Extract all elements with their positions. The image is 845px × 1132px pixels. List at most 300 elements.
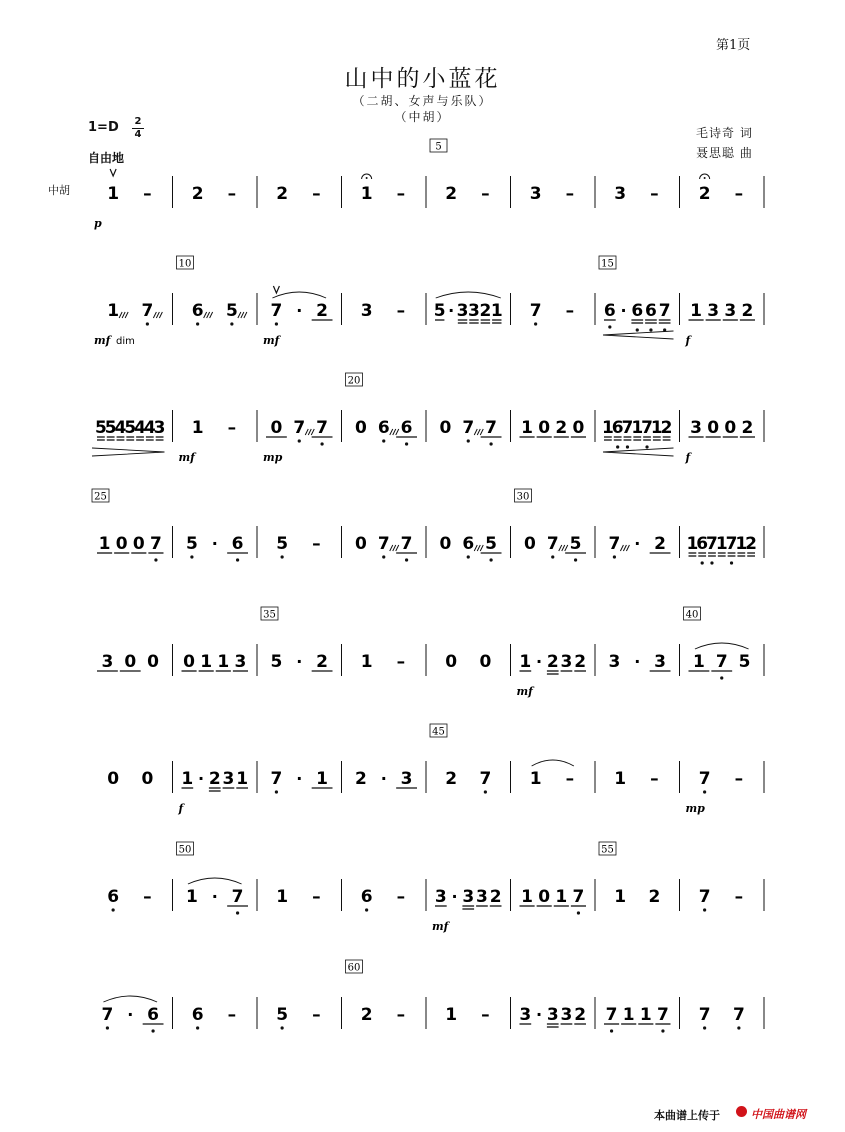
dash-extension: –	[650, 769, 659, 789]
note: 2	[360, 1005, 373, 1025]
note: 1	[690, 301, 702, 321]
octave-dot-below	[467, 555, 470, 558]
fermata-dot	[366, 177, 368, 179]
note: 6	[462, 534, 475, 554]
octave-dot-below	[320, 442, 323, 445]
augmentation-dot: ·	[296, 769, 303, 788]
octave-dot-below	[405, 558, 408, 561]
tremolo-mark	[210, 312, 213, 318]
augmentation-dot: ·	[448, 301, 455, 320]
note: 2	[741, 418, 754, 438]
note: 2	[445, 184, 458, 204]
octave-dot-below	[703, 1026, 706, 1029]
note: 0	[572, 418, 585, 438]
octave-dot-below	[720, 676, 723, 679]
octave-dot-below	[636, 328, 639, 331]
note: 3	[153, 418, 166, 438]
note: 7	[546, 534, 559, 554]
note: 7	[725, 534, 738, 554]
note: 1	[601, 418, 614, 438]
augmentation-dot: ·	[620, 301, 627, 320]
note: 0	[707, 418, 720, 438]
note: 1	[236, 769, 249, 789]
dash-extension: –	[396, 652, 406, 672]
note: 7	[101, 1005, 114, 1025]
dash-extension: –	[396, 1005, 406, 1025]
note: 0	[270, 418, 283, 438]
tremolo-mark	[562, 545, 565, 551]
octave-dot-below	[196, 1026, 199, 1029]
note: 2	[648, 887, 661, 907]
note: 7	[400, 534, 413, 554]
note: 1	[735, 534, 748, 554]
note: 3	[434, 887, 447, 907]
note: 2	[316, 301, 329, 321]
note: 0	[479, 652, 492, 672]
note: 3	[546, 1005, 559, 1025]
octave-dot-below	[236, 558, 239, 561]
measure-number: 35	[263, 609, 276, 621]
octave-dot-below	[281, 1026, 284, 1029]
octave-dot-below	[365, 908, 368, 911]
dynamic-marking: mp	[263, 451, 283, 464]
note: 0	[523, 534, 536, 554]
note: 7	[698, 1005, 711, 1025]
note: 1	[185, 887, 198, 907]
octave-dot-below	[281, 555, 284, 558]
measure-number: 5	[435, 141, 442, 153]
dynamic-marking: mf	[178, 451, 195, 464]
note: 1	[521, 418, 533, 438]
note: 3	[234, 652, 247, 672]
dynamic-marking: p	[94, 217, 102, 230]
measure-number: 50	[178, 844, 192, 856]
note: 6	[191, 1005, 204, 1025]
slur	[532, 760, 574, 766]
measure-number: 25	[94, 491, 107, 503]
note: 5	[225, 301, 238, 321]
note: 7	[316, 418, 329, 438]
tremolo-mark	[125, 312, 128, 318]
slur	[695, 643, 749, 649]
site-logo-text: 中国曲谱网	[751, 1108, 806, 1121]
time-signature-top: 2	[134, 116, 142, 127]
dash-extension: –	[143, 887, 152, 907]
tremolo-mark	[620, 545, 623, 551]
augmentation-dot: ·	[536, 652, 543, 671]
key-signature: 1=D	[88, 120, 119, 135]
note: 5	[569, 534, 582, 554]
footer-upload-text: 本曲谱上传于	[654, 1109, 720, 1122]
note: 2	[574, 1005, 587, 1025]
note: 7	[462, 418, 475, 438]
dash-extension: –	[396, 887, 406, 907]
note: 0	[354, 418, 367, 438]
octave-dot-below	[574, 558, 577, 561]
dash-extension: –	[565, 301, 575, 321]
part-name: （中胡）	[394, 110, 451, 124]
dynamic-marking: mf	[516, 685, 533, 698]
note: 0	[439, 534, 452, 554]
note: 3	[468, 301, 480, 321]
diminuendo-hairpin	[92, 448, 165, 456]
up-bow-mark	[110, 169, 116, 176]
note: 3	[476, 887, 488, 907]
tremolo-mark	[119, 312, 122, 318]
octave-dot-below	[626, 445, 629, 448]
note: 5	[270, 652, 283, 672]
augmentation-dot: ·	[211, 534, 218, 553]
octave-dot-below	[196, 322, 199, 325]
note: 1	[692, 652, 705, 672]
note: 1	[98, 534, 111, 554]
note: 3	[654, 652, 667, 672]
note: 3	[519, 1005, 532, 1025]
note: 2	[741, 301, 754, 321]
note: 0	[141, 769, 154, 789]
note: 6	[147, 1005, 160, 1025]
augmentation-dot: ·	[296, 652, 303, 671]
note: 7	[293, 418, 306, 438]
tremolo-mark	[241, 312, 244, 318]
dash-extension: –	[396, 301, 406, 321]
octave-dot-below	[613, 555, 616, 558]
tremolo-mark	[153, 312, 156, 318]
note: 3	[360, 301, 373, 321]
note: 0	[538, 418, 551, 438]
note: 5	[104, 418, 117, 438]
augmentation-dot: ·	[536, 1005, 543, 1024]
dash-extension: –	[227, 184, 237, 204]
note: 2	[654, 534, 667, 554]
dash-extension: –	[565, 769, 575, 789]
note: 2	[276, 184, 289, 204]
octave-dot-below	[661, 1029, 664, 1032]
up-bow-mark	[273, 286, 279, 293]
note: 1	[217, 652, 230, 672]
octave-dot-below	[298, 439, 301, 442]
note: 2	[574, 652, 587, 672]
note: 1	[519, 652, 532, 672]
tremolo-mark	[305, 429, 308, 435]
note: 7	[732, 1005, 745, 1025]
note: 1	[715, 534, 728, 554]
note: 6	[107, 887, 120, 907]
note: 7	[572, 887, 585, 907]
note: 0	[354, 534, 367, 554]
note: 1	[445, 1005, 458, 1025]
note: 2	[745, 534, 758, 554]
tremolo-mark	[204, 312, 207, 318]
dash-extension: –	[312, 184, 321, 204]
page-number: 第1页	[716, 38, 751, 53]
dynamic-marking: mf	[94, 334, 111, 347]
note: 3	[614, 184, 627, 204]
note: 4	[114, 418, 127, 438]
note: 3	[456, 301, 469, 321]
dash-extension: –	[734, 184, 744, 204]
note: 5	[124, 418, 137, 438]
octave-dot-below	[146, 322, 149, 325]
octave-dot-below	[703, 790, 706, 793]
note: 7	[608, 534, 621, 554]
note: 0	[107, 769, 120, 789]
octave-dot-below	[275, 790, 278, 793]
note: 1	[631, 418, 644, 438]
note: 6	[231, 534, 244, 554]
note: 2	[489, 887, 502, 907]
note: 3	[529, 184, 542, 204]
octave-dot-below	[236, 911, 239, 914]
note: 7	[377, 534, 390, 554]
note: 6	[191, 301, 204, 321]
note: 7	[706, 534, 718, 554]
note: 1	[650, 418, 663, 438]
note: 3	[400, 769, 413, 789]
note: 1	[529, 769, 542, 789]
note: 1	[360, 652, 373, 672]
note: 0	[124, 652, 137, 672]
measure-number: 45	[432, 726, 445, 738]
crescendo-hairpin	[603, 331, 674, 339]
tremolo-mark	[480, 429, 483, 435]
augmentation-dot: ·	[451, 887, 458, 906]
octave-dot-below	[534, 322, 537, 325]
octave-dot-below	[649, 328, 652, 331]
dash-extension: –	[227, 1005, 237, 1025]
octave-dot-below	[382, 555, 385, 558]
note: 5	[276, 534, 289, 554]
tremolo-mark	[565, 545, 568, 551]
note: 2	[445, 769, 458, 789]
tremolo-mark	[626, 545, 629, 551]
tremolo-mark	[393, 429, 396, 435]
note: 1	[614, 769, 627, 789]
instrument-label: 中胡	[48, 184, 70, 197]
tremolo-mark	[390, 429, 393, 435]
tremolo-mark	[396, 545, 399, 551]
augmentation-dot: ·	[296, 301, 303, 320]
note: 3	[724, 301, 737, 321]
time-signature-bottom: 4	[134, 129, 142, 140]
note: 1	[107, 301, 120, 321]
augmentation-dot: ·	[634, 652, 641, 671]
note: 2	[316, 652, 329, 672]
note: 3	[222, 769, 235, 789]
note: 3	[707, 301, 720, 321]
note: 0	[724, 418, 737, 438]
note: 1	[276, 887, 289, 907]
dash-extension: –	[734, 887, 744, 907]
note: 7	[641, 418, 653, 438]
note: 2	[698, 184, 711, 204]
note: 2	[208, 769, 221, 789]
note: 2	[191, 184, 204, 204]
note: 0	[115, 534, 128, 554]
octave-dot-below	[551, 555, 554, 558]
note: 3	[462, 887, 475, 907]
dash-extension: –	[312, 534, 321, 554]
measure-number: 55	[601, 844, 614, 856]
octave-dot-below	[484, 790, 487, 793]
octave-dot-below	[112, 908, 115, 911]
augmentation-dot: ·	[380, 769, 387, 788]
tremolo-mark	[396, 429, 399, 435]
dynamic-marking: mp	[685, 802, 705, 815]
dash-extension: –	[396, 184, 406, 204]
note: 5	[185, 534, 198, 554]
tempo-marking: 自由地	[88, 151, 125, 165]
tremolo-mark	[238, 312, 241, 318]
tremolo-mark	[393, 545, 396, 551]
note: 7	[479, 769, 492, 789]
note: 1	[686, 534, 699, 554]
dash-extension: –	[481, 184, 490, 204]
note: 5	[433, 301, 446, 321]
note: 7	[270, 769, 283, 789]
dash-extension: –	[650, 184, 659, 204]
note: 4	[134, 418, 146, 438]
octave-dot-below	[701, 561, 704, 564]
octave-dot-below	[730, 561, 733, 564]
composer-credit: 聂思聪 曲	[696, 146, 753, 160]
score-subtitle: （二胡、女声与乐队）	[352, 94, 493, 108]
note: 1	[191, 418, 204, 438]
note: 6	[611, 418, 624, 438]
note: 7	[485, 418, 498, 438]
octave-dot-below	[616, 445, 619, 448]
dynamic-marking: f	[685, 334, 691, 347]
tremolo-mark	[308, 429, 311, 435]
note: 7	[658, 301, 671, 321]
dash-extension: –	[312, 1005, 321, 1025]
octave-dot-below	[190, 555, 193, 558]
note: 6	[360, 887, 373, 907]
note: 1	[181, 769, 194, 789]
tremolo-mark	[390, 545, 393, 551]
note: 5	[738, 652, 751, 672]
note: 2	[546, 652, 559, 672]
note: 1	[521, 887, 533, 907]
octave-dot-below	[467, 439, 470, 442]
tremolo-mark	[207, 312, 210, 318]
tremolo-mark	[474, 545, 477, 551]
augmentation-dot: ·	[211, 887, 218, 906]
note: 1	[107, 184, 120, 204]
dynamic-marking: mf	[432, 920, 449, 933]
note: 2	[479, 301, 492, 321]
dash-extension: –	[143, 184, 152, 204]
note: 7	[715, 652, 728, 672]
slur	[103, 996, 157, 1002]
note: 3	[560, 1005, 573, 1025]
tremolo-mark	[156, 312, 159, 318]
octave-dot-below	[489, 442, 492, 445]
dynamic-marking: f	[685, 451, 691, 464]
augmentation-dot: ·	[127, 1005, 134, 1024]
crescendo-hairpin	[603, 448, 674, 456]
note: 7	[270, 301, 283, 321]
octave-dot-below	[645, 445, 648, 448]
note: 1	[614, 887, 627, 907]
note: 1	[316, 769, 329, 789]
note: 1	[622, 1005, 635, 1025]
tremolo-mark	[477, 429, 480, 435]
note: 5	[276, 1005, 289, 1025]
dash-extension: –	[227, 418, 237, 438]
note: 7	[231, 887, 244, 907]
note: 6	[645, 301, 657, 321]
note: 6	[631, 301, 644, 321]
octave-dot-below	[154, 558, 157, 561]
octave-dot-below	[275, 322, 278, 325]
note: 1	[555, 887, 568, 907]
note: 0	[439, 418, 452, 438]
measure-number: 30	[516, 491, 530, 503]
note: 4	[143, 418, 156, 438]
note: 6	[603, 301, 616, 321]
note: 0	[445, 652, 458, 672]
note: 1	[360, 184, 373, 204]
note: 7	[698, 887, 711, 907]
score-title: 山中的小蓝花	[344, 66, 501, 92]
tremolo-mark	[159, 312, 162, 318]
expression-text: dim	[116, 336, 135, 347]
dynamic-marking: mf	[263, 334, 280, 347]
augmentation-dot: ·	[634, 534, 641, 553]
tremolo-mark	[311, 429, 314, 435]
note: 6	[400, 418, 413, 438]
octave-dot-below	[151, 1029, 154, 1032]
octave-dot-below	[489, 558, 492, 561]
note: 2	[354, 769, 367, 789]
slur	[272, 292, 326, 298]
note: 7	[529, 301, 542, 321]
measure-number: 15	[601, 258, 614, 270]
tremolo-mark	[122, 312, 125, 318]
slur	[436, 292, 501, 298]
slur	[188, 878, 242, 884]
octave-dot-below	[106, 1026, 109, 1029]
octave-dot-below	[577, 911, 580, 914]
dash-extension: –	[481, 1005, 490, 1025]
tremolo-mark	[474, 429, 477, 435]
measure-number: 10	[178, 258, 192, 270]
note: 6	[696, 534, 709, 554]
note: 1	[490, 301, 503, 321]
octave-dot-below	[405, 442, 408, 445]
site-logo-icon	[736, 1106, 747, 1117]
note: 2	[660, 418, 673, 438]
note: 7	[621, 418, 634, 438]
dynamic-marking: f	[178, 802, 184, 815]
tremolo-mark	[477, 545, 480, 551]
note: 5	[485, 534, 498, 554]
note: 6	[377, 418, 390, 438]
note: 3	[560, 652, 573, 672]
octave-dot-below	[608, 325, 611, 328]
octave-dot-below	[382, 439, 385, 442]
fermata-dot	[704, 177, 706, 179]
tremolo-mark	[559, 545, 562, 551]
note: 0	[538, 887, 551, 907]
note: 1	[639, 1005, 652, 1025]
note: 7	[657, 1005, 669, 1025]
note: 0	[147, 652, 160, 672]
measure-number: 20	[347, 375, 361, 387]
note: 3	[101, 652, 114, 672]
octave-dot-below	[703, 908, 706, 911]
